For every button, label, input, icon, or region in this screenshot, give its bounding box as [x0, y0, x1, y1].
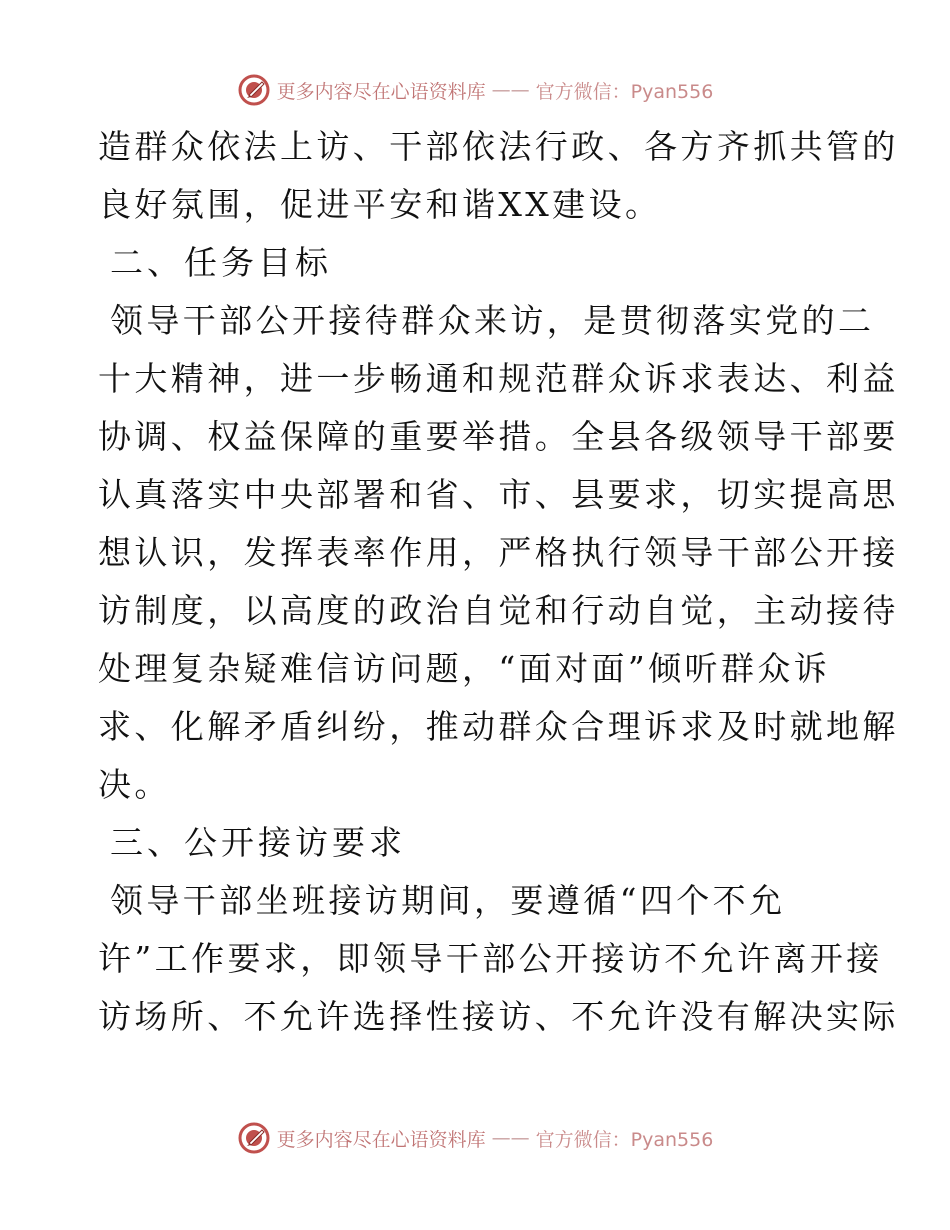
paragraph-line: 造群众依法上访、干部依法行政、各方齐抓共管的 [98, 127, 899, 166]
red-brush-seal-icon [237, 73, 271, 107]
section-heading-task-goals: 二、任务目标 [110, 243, 332, 282]
paragraph-line: 想认识，发挥表率作用，严格执行领导干部公开接 [98, 533, 899, 572]
watermark-account-text: 官方微信：Pyan556 [535, 80, 714, 103]
paragraph-line: 领导干部坐班接访期间，要遵循“四个不允 [110, 881, 786, 920]
paragraph-line: 认真落实中央部署和省、市、县要求，切实提高思 [98, 475, 899, 514]
document-body [98, 118, 899, 1046]
paragraph-line: 访制度，以高度的政治自觉和行动自觉，主动接待 [98, 591, 899, 630]
watermark-separator: —— [491, 1127, 530, 1149]
watermark-account-text: 官方微信：Pyan556 [535, 1128, 714, 1151]
paragraph-line: 求、化解矛盾纠纷，推动群众合理诉求及时就地解 [98, 707, 899, 746]
paragraph-line: 十大精神，进一步畅通和规范群众诉求表达、利益 [98, 359, 899, 398]
red-brush-seal-icon [237, 1121, 271, 1155]
paragraph-line: 处理复杂疑难信访问题，“面对面”倾听群众诉 [98, 649, 831, 688]
paragraph-line: 良好氛围，促进平安和谐XX建设。 [98, 185, 662, 224]
paragraph-line: 协调、权益保障的重要举措。全县各级领导干部要 [98, 417, 899, 456]
paragraph-line: 许”工作要求，即领导干部公开接访不允许离开接 [98, 939, 883, 978]
watermark-separator: —— [491, 79, 530, 101]
watermark-site-text: 更多内容尽在心语资料库 [276, 1128, 486, 1151]
paragraph-line: 访场所、不允许选择性接访、不允许没有解决实际 [98, 997, 899, 1036]
watermark-footer [0, 1118, 950, 1158]
paragraph-line: 决。 [98, 765, 171, 804]
watermark-header [0, 70, 950, 110]
paragraph-line: 领导干部公开接待群众来访，是贯彻落实党的二 [110, 301, 875, 340]
section-heading-reception-requirements: 三、公开接访要求 [110, 823, 406, 862]
watermark-site-text: 更多内容尽在心语资料库 [276, 80, 486, 103]
